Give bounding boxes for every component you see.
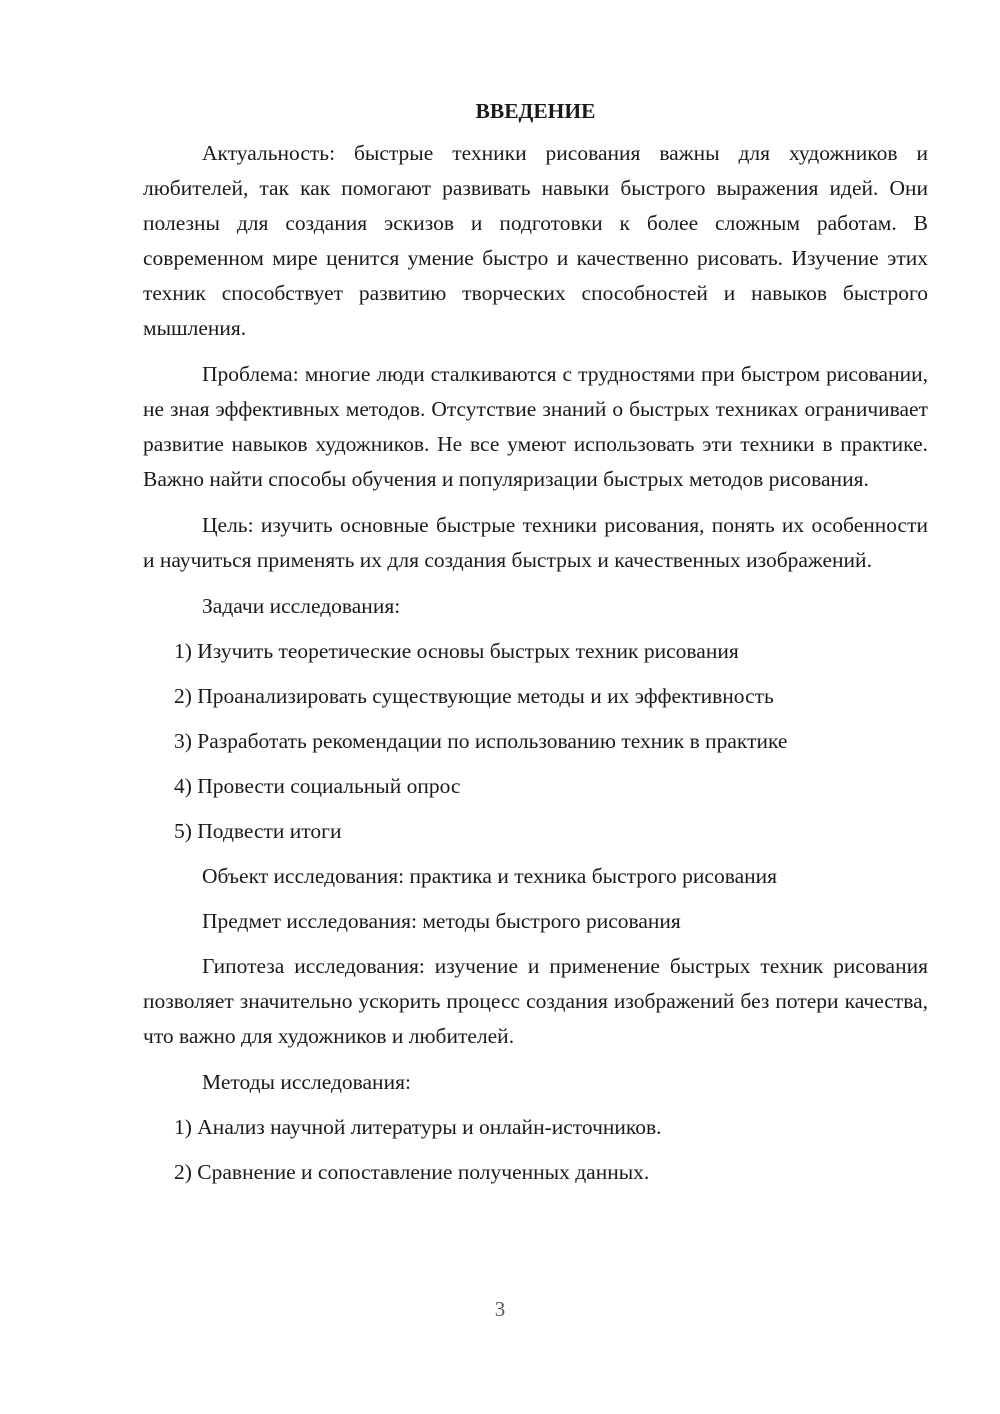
section-title: ВВЕДЕНИЕ <box>475 99 596 123</box>
document-page <box>143 96 928 1200</box>
problem-paragraph: Проблема: многие люди сталкиваются с трудностями при быстром рисовании, не зная эффективных методов. Отсутствие знаний о быстрых техниках ограничивает развитие навыков художников. Не все умеют использовать эти техники в практике. Важно найти способы обучения и популяризации быстрых методов рисования. <box>143 362 928 491</box>
hypothesis-paragraph: Гипотеза исследования: изучение и применение быстрых техник рисования позволяет значительно ускорить процесс создания изображений без потери качества, что важно для художников и любителей. <box>143 954 928 1048</box>
task-item: 5) Подвести итоги <box>174 819 342 843</box>
task-item: 2) Проанализировать существующие методы и их эффективность <box>174 684 774 708</box>
methods-heading: Методы исследования: <box>202 1070 411 1094</box>
task-item: 3) Разработать рекомендации по использованию техник в практике <box>174 729 788 753</box>
page-number: 3 <box>494 1297 506 1321</box>
tasks-heading: Задачи исследования: <box>202 594 401 618</box>
research-subject: Предмет исследования: методы быстрого рисования <box>202 909 681 933</box>
task-item: 1) Изучить теоретические основы быстрых техник рисования <box>174 639 739 663</box>
goal-paragraph: Цель: изучить основные быстрые техники рисования, понять их особенности и научиться применять их для создания быстрых и качественных изображений. <box>143 513 928 572</box>
method-item: 2) Сравнение и сопоставление полученных данных. <box>174 1160 650 1184</box>
research-object: Объект исследования: практика и техника быстрого рисования <box>202 864 778 888</box>
method-item: 1) Анализ научной литературы и онлайн-источников. <box>174 1115 662 1139</box>
relevance-paragraph: Актуальность: быстрые техники рисования важны для художников и любителей, так как помогают развивать навыки быстрого выражения идей. Они полезны для создания эскизов и подготовки к более сложным работам. В современном мире ценится умение быстро и качественно рисовать. Изучение этих техник способствует развитию творческих способностей и навыков быстрого мышления. <box>143 141 928 340</box>
task-item: 4) Провести социальный опрос <box>174 774 461 798</box>
